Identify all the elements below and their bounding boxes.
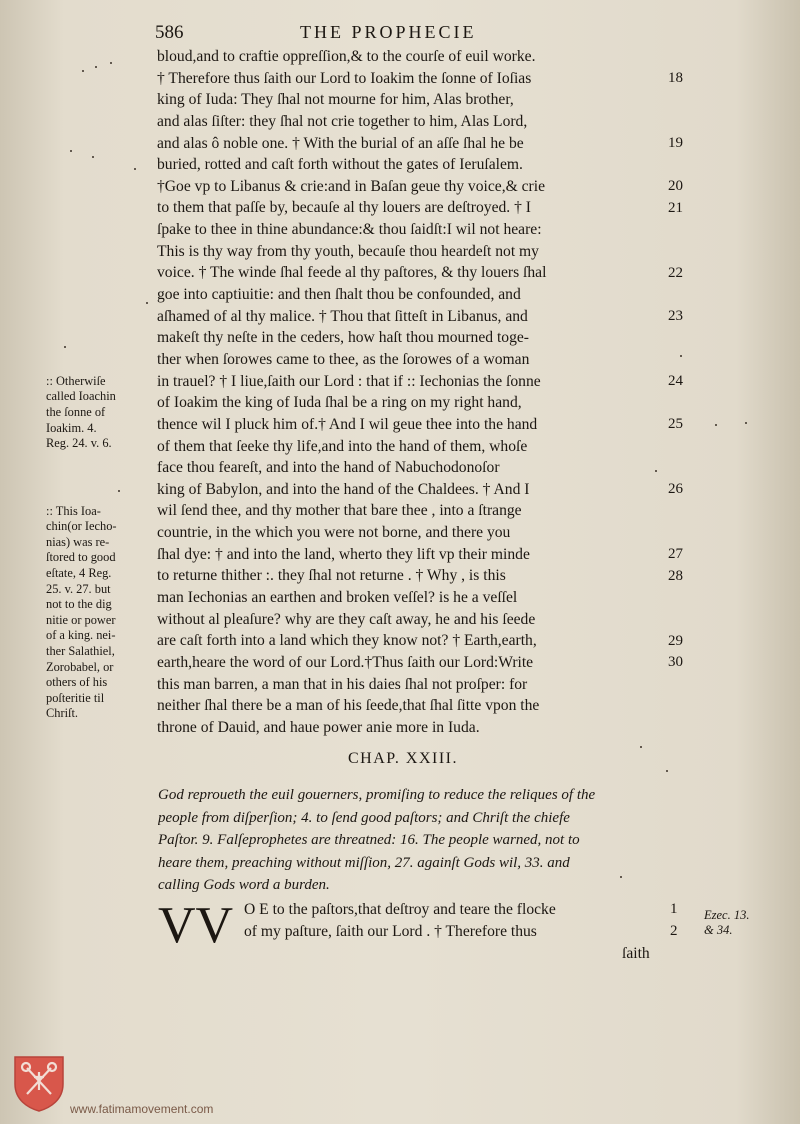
text-line: ſhal dye: † and into the land, wherto they lift vp their minde [157, 545, 530, 563]
text-line: this man barren, a man that in his daies ſhal not proſper: for [157, 675, 528, 693]
verse-number: 18 [668, 69, 683, 86]
text-line: neither ſhal there be a man of his ſeede,that ſhal ſitte vpon the [157, 697, 540, 715]
text-line: thence wil I pluck him of.† And I wil geue thee into the hand [157, 415, 538, 433]
text-line: voice. † The winde ſhal feede al thy paſtores, & thy louers ſhal [157, 264, 547, 282]
drop-cap: VV [158, 897, 234, 954]
text-line: bloud,and to craftie oppreſſion,& to the courſe of euil worke. [157, 48, 536, 65]
margin-note-line: of a king. nei- [46, 628, 116, 643]
margin-note-line: ſtored to good [46, 550, 116, 565]
text-line: face thou feareſt, and into the hand of Nabuchodonoſor [157, 459, 500, 477]
text-line: in trauel? † I liue,ſaith our Lord : that if :: Iechonias the ſonne [157, 372, 541, 390]
verse-number: 27 [668, 545, 683, 562]
text-line: ther when ſorowes came to thee, as the ſorowes of a woman [157, 350, 530, 368]
margin-note-line: chin(or Iecho- [46, 519, 117, 534]
margin-note-line: others of his [46, 675, 108, 690]
text-line: man Iechonias an earthen and broken veſſel? is he a veſſel [157, 589, 518, 607]
main-text-column [157, 46, 667, 739]
chapter-body-line: of my paſture, ſaith our Lord . † Therefore thus [244, 922, 537, 940]
margin-note-line: eſtate, 4 Reg. [46, 566, 112, 581]
verse-number: 29 [668, 632, 683, 649]
running-title: THE PROPHECIE [300, 22, 477, 42]
cross-reference-line: Ezec. 13. [704, 908, 750, 922]
text-line: throne of Dauid, and haue power anie more in Iuda. [157, 718, 480, 736]
chapter-heading: CHAP. XXIII. [348, 750, 458, 767]
verse-number: 30 [668, 654, 683, 671]
chapter-body-line: ſaith [622, 944, 650, 962]
margin-note-line: 25. v. 27. but [46, 581, 111, 596]
text-line: and alas ô noble one. † With the burial of an aſſe ſhal he be [157, 134, 524, 152]
text-line: of them that ſeeke thy life,and into the hand of them, whoſe [157, 437, 528, 455]
margin-note-line: not to the dig [46, 597, 112, 612]
verse-number: 23 [668, 307, 683, 324]
text-line: earth,heare the word of our Lord.†Thus ſaith our Lord:Write [157, 653, 534, 671]
margin-note-line: :: This Ioa- [46, 503, 101, 518]
summary-line: people from diſperſion; 4. to ſend good paſtors; and Chriſt the chiefe [158, 809, 570, 826]
verse-number: 20 [668, 177, 683, 194]
summary-line: heare them, preaching without miſſion, 27. againſt Gods wil, 33. and [158, 854, 570, 871]
verse-number: 28 [668, 567, 683, 584]
running-header [155, 22, 625, 48]
chapter-body-line: O E to the paſtors,that deſtroy and teare the flocke [244, 901, 556, 918]
margin-note-line: nitie or power [46, 612, 116, 627]
summary-line: calling Gods word a burden. [158, 877, 330, 893]
margin-note-line: Reg. 24. v. 6. [46, 436, 112, 451]
cross-reference-line: & 34. [704, 923, 733, 937]
website-url[interactable]: www.fatimamovement.com [70, 1102, 214, 1116]
text-line: king of Babylon, and into the hand of the Chaldees. † And I [157, 480, 530, 498]
text-line: and alas ſiſter: they ſhal not crie together to him, Alas Lord, [157, 112, 528, 130]
verse-number: 22 [668, 264, 683, 281]
text-line: king of Iuda: They ſhal not mourne for him, Alas brother, [157, 91, 514, 109]
margin-note-line: the ſonne of [46, 404, 106, 419]
text-line: makeſt thy neſte in the ceders, how haſt thou mourned toge- [157, 329, 529, 347]
text-line: countrie, in the which you were not borne, and there you [157, 524, 511, 542]
text-line: aſhamed of al thy malice. † Thou that ſitteſt in Libanus, and [157, 307, 528, 325]
cross-reference-note [704, 908, 764, 938]
margin-note-line: :: Otherwiſe [46, 373, 106, 388]
margin-note-line: Ioakim. 4. [46, 420, 97, 435]
text-line: are caſt forth into a land which they know not? † Earth,earth, [157, 632, 537, 650]
chapter-body-text [244, 899, 674, 964]
text-line: †Goe vp to Libanus & crie:and in Baſan geue thy voice,& crie [157, 177, 545, 195]
text-line: to them that paſſe by, becauſe al thy louers are deſtroyed. † I [157, 199, 531, 217]
text-line: goe into captiuitie: and then ſhalt thou be confounded, and [157, 286, 521, 304]
margin-note-line: Chriſt. [46, 706, 79, 721]
page-number: 586 [155, 22, 184, 43]
margin-note [46, 504, 151, 722]
fatima-movement-logo [12, 1054, 66, 1112]
verse-number: 21 [668, 199, 683, 216]
verse-number: 1 [670, 901, 678, 917]
margin-note-line: nias) was re- [46, 534, 110, 549]
margin-note-line: Zorobabel, or [46, 659, 114, 674]
summary-line: God reproueth the euil gouerners, promiſing to reduce the reliques of the [158, 787, 596, 803]
summary-line: Paſtor. 9. Falſeprophetes are threatned: 16. The people warned, not to [158, 832, 580, 848]
text-line: without al pleaſure? why are they caſt away, he and his ſeede [157, 610, 536, 628]
verse-number: 2 [670, 922, 678, 939]
text-line: This is thy way from thy youth, becauſe thou heardeſt not my [157, 242, 539, 260]
chapter-summary [158, 784, 703, 897]
margin-note-line: ther Salathiel, [46, 643, 115, 658]
text-line: buried, rotted and caſt forth without the gates of Ieruſalem. [157, 156, 523, 174]
papal-shield-icon [12, 1054, 66, 1112]
margin-note [46, 374, 151, 452]
margin-note-line: called Ioachin [46, 389, 116, 404]
text-line: ſpake to thee in thine abundance:& thou ſaidſt:I wil not heare: [157, 221, 542, 239]
text-line: wil ſend thee, and thy mother that bare thee , into a ſtrange [157, 502, 522, 520]
text-line: to returne thither :. they ſhal not returne . † Why , is this [157, 567, 506, 585]
verse-number: 19 [668, 134, 683, 151]
verse-number: 26 [668, 481, 683, 497]
verse-number: 24 [668, 372, 683, 389]
verse-number: 25 [668, 416, 683, 433]
margin-note-line: poſteritie til [46, 690, 105, 705]
text-line: † Therefore thus ſaith our Lord to Ioakim the ſonne of Ioſias [157, 69, 532, 87]
text-line: of Ioakim the king of Iuda ſhal be a ring on my right hand, [157, 394, 522, 412]
